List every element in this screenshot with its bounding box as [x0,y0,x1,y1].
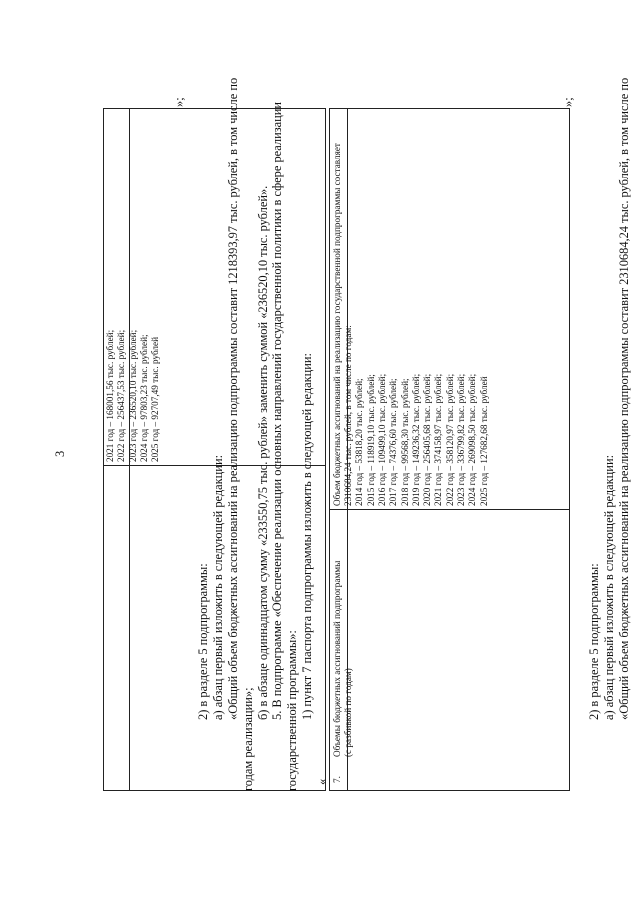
table2-row: 2018 год – 99568,30 тыс. рублей; [400,378,410,506]
table1-closing-quote: »; [172,97,186,107]
section-a-line: государственной программы»: [285,630,299,791]
section-a-line: « [315,778,329,785]
table2-item-number: 7. [332,776,342,783]
table2-row: 2020 год – 256405,68 тыс. рублей; [422,373,432,506]
section-b-line: «Общий объем бюджетных ассигнований на реализацию подпрограммы составит 2310684,24 тыс. рублей, в том числе по [617,77,631,720]
section-b-line: а) абзац первый изложить в следующей редакции: [602,454,616,720]
section-a-line: «Общий объем бюджетных ассигнований на реализацию подпрограммы составит 1218393,97 тыс. рублей, в том числе по [226,77,240,720]
table1-row: 2021 год – 168001,56 тыс. рублей; [105,329,115,462]
table2-row: 2019 год – 149236,32 тыс. рублей; [411,373,421,506]
table2-row: 2025 год – 127682,68 тыс. рублей [479,376,489,506]
table2-row: 2015 год – 118919,10 тыс. рублей; [366,374,376,506]
table2-label: (с разбивкой по годам) [343,668,353,757]
table1-row: 2023 год – 236520,10 тыс. рублей; [128,329,138,462]
table1-row: 2022 год – 256437,53 тыс. рублей; [116,329,126,462]
section-b-line: 2) в разделе 5 подпрограммы: [587,563,601,720]
table2-row: 2023 год – 336799,82 тыс. рублей; [456,373,466,506]
table2-row: 2017 год – 74376,60 тыс. рублей; [388,378,398,506]
table2-row: Объем бюджетных ассигнований на реализацию государственной подпрограммы составляет [332,143,342,506]
section-a-line: годам реализации»; [241,687,255,791]
table2-closing-quote: »; [561,97,575,107]
table2-row: 2024 год – 269098,50 тыс. рублей; [467,373,477,506]
table2-row: 2016 год – 109499,10 тыс. рублей; [377,373,387,506]
section-a-line: а) абзац первый изложить в следующей редакции: [211,454,225,720]
table2-label: Объемы бюджетных ассигнований подпрограммы [332,560,342,757]
page-number: 3 [53,450,67,457]
table1-row: 2024 год – 97803,23 тыс. рублей; [139,334,149,462]
table2-row: 2021 год – 374158,97 тыс. рублей; [433,373,443,506]
section-a-line: 1) пункт 7 паспорта подпрограммы изложить в следующей редакции: [300,353,314,720]
table1-row: 2025 год – 92707,49 тыс. рублей [150,337,160,462]
table2-row: 2022 год – 358120,97 тыс. рублей; [445,373,455,506]
section-a-line: 5. В подпрограмме «Обеспечение реализации основных направлений государственной политики в сфере реализации [270,102,284,720]
section-a-line: б) в абзаце одиннадцатом сумму «233550,75 тыс. рублей» заменить суммой «236520,10 тыс. рублей». [256,185,270,720]
table2-row: 2310684,24 тыс. рублей, в том числе по годам: [343,325,353,506]
section-a-line: 2) в разделе 5 подпрограммы: [196,563,210,720]
table2-row: 2014 год – 53818,20 тыс. рублей; [354,378,364,506]
